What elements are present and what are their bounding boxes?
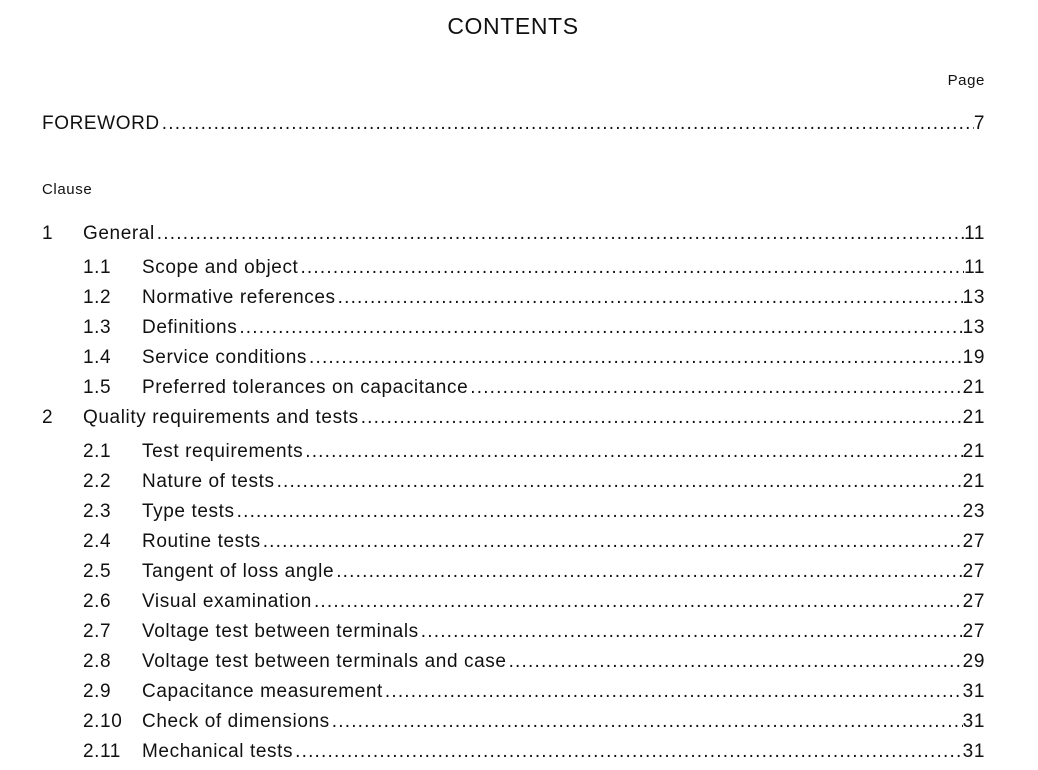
dot-leader (235, 500, 963, 524)
toc-entry-title: Test requirements (142, 441, 304, 462)
toc-entry-number: 2.2 (83, 471, 112, 492)
toc-entry-number: 2.9 (83, 681, 112, 702)
toc-entry-number: 1 (42, 223, 54, 244)
toc-entry-page: 27 (962, 561, 985, 582)
toc-entry-title: Check of dimensions (142, 711, 330, 732)
toc-entry-page: 27 (962, 621, 985, 642)
dot-leader (237, 316, 962, 340)
toc-entry-foreword[interactable] (42, 113, 985, 135)
toc-entry-page: 7 (973, 113, 985, 134)
dot-leader (336, 286, 963, 310)
toc-subclause-entry[interactable] (42, 650, 985, 680)
dot-leader (160, 113, 974, 135)
dot-leader (419, 620, 963, 644)
toc-entry-number: 1.5 (83, 377, 112, 398)
toc-entry-title: Preferred tolerances on capacitance (142, 377, 469, 398)
dot-leader (261, 530, 963, 554)
toc-entry-title: Voltage test between terminals (142, 621, 419, 642)
dot-leader (330, 710, 963, 734)
toc-entry-number: 1.2 (83, 287, 112, 308)
toc-subclause-entry[interactable] (42, 376, 985, 406)
toc-entry-page: 21 (962, 441, 985, 462)
dot-leader (312, 590, 963, 614)
toc-entry-number: 1.3 (83, 317, 112, 338)
toc-entry-title: General (83, 223, 155, 244)
toc-entry-page: 31 (962, 681, 985, 702)
toc-entry-title: Quality requirements and tests (83, 407, 359, 428)
dot-leader (298, 256, 964, 280)
dot-leader (307, 346, 963, 370)
toc-entry-page: 13 (962, 287, 985, 308)
toc-entry-number: 2.5 (83, 561, 112, 582)
dot-leader (468, 376, 962, 400)
toc-entry-title: Service conditions (142, 347, 307, 368)
toc-entry-page: 11 (964, 223, 985, 244)
toc-entry-page: 21 (962, 407, 985, 428)
toc-subclause-entry[interactable] (42, 316, 985, 346)
clause-column-label: Clause (42, 181, 93, 198)
dot-leader (383, 680, 963, 704)
toc-entry-page: 31 (962, 711, 985, 732)
toc-entry-number: 2.6 (83, 591, 112, 612)
dot-leader (507, 650, 963, 674)
dot-leader (359, 406, 963, 430)
table-of-contents (42, 222, 985, 770)
toc-subclause-entry[interactable] (42, 740, 985, 770)
toc-subclause-entry[interactable] (42, 560, 985, 590)
toc-subclause-entry[interactable] (42, 710, 985, 740)
toc-subclause-entry[interactable] (42, 256, 985, 286)
dot-leader (155, 222, 964, 246)
toc-entry-number: 2.3 (83, 501, 112, 522)
toc-subclause-entry[interactable] (42, 530, 985, 560)
toc-entry-number: 2 (42, 407, 54, 428)
toc-entry-title: Capacitance measurement (142, 681, 383, 702)
toc-entry-number: 2.7 (83, 621, 112, 642)
toc-subclause-entry[interactable] (42, 680, 985, 710)
toc-entry-page: 23 (962, 501, 985, 522)
toc-entry-title: Mechanical tests (142, 741, 294, 762)
toc-entry-title: Scope and object (142, 257, 299, 278)
toc-entry-number: 1.1 (83, 257, 112, 278)
toc-subclause-entry[interactable] (42, 286, 985, 316)
toc-entry-number: 1.4 (83, 347, 112, 368)
toc-entry-title: Type tests (142, 501, 235, 522)
toc-entry-number: 2.1 (83, 441, 112, 462)
dot-leader (293, 740, 963, 764)
toc-subclause-entry[interactable] (42, 440, 985, 470)
toc-entry-number: 2.11 (83, 741, 121, 762)
dot-leader (303, 440, 962, 464)
toc-entry-page: 19 (962, 347, 985, 368)
toc-entry-page: 29 (962, 651, 985, 672)
toc-entry-title: Tangent of loss angle (142, 561, 335, 582)
toc-entry-title: Normative references (142, 287, 336, 308)
toc-clause-entry[interactable] (42, 222, 985, 256)
toc-entry-page: 13 (962, 317, 985, 338)
toc-entry-title: FOREWORD (42, 113, 160, 134)
toc-entry-title: Definitions (142, 317, 238, 338)
toc-entry-number: 2.10 (83, 711, 123, 732)
dot-leader (275, 470, 963, 494)
toc-entry-page: 21 (962, 471, 985, 492)
toc-entry-page: 31 (962, 741, 985, 762)
toc-entry-title: Visual examination (142, 591, 312, 612)
toc-clause-entry[interactable] (42, 406, 985, 440)
toc-entry-page: 11 (964, 257, 985, 278)
page-title: CONTENTS (447, 13, 579, 39)
toc-subclause-entry[interactable] (42, 590, 985, 620)
toc-entry-page: 27 (962, 591, 985, 612)
page-column-label: Page (947, 72, 985, 89)
dot-leader (334, 560, 962, 584)
toc-subclause-entry[interactable] (42, 470, 985, 500)
toc-entry-number: 2.8 (83, 651, 112, 672)
toc-subclause-entry[interactable] (42, 346, 985, 376)
toc-entry-title: Voltage test between terminals and case (142, 651, 507, 672)
toc-entry-page: 21 (962, 377, 985, 398)
toc-entry-title: Routine tests (142, 531, 261, 552)
toc-entry-page: 27 (962, 531, 985, 552)
toc-subclause-entry[interactable] (42, 500, 985, 530)
toc-subclause-entry[interactable] (42, 620, 985, 650)
toc-entry-number: 2.4 (83, 531, 112, 552)
toc-entry-title: Nature of tests (142, 471, 275, 492)
